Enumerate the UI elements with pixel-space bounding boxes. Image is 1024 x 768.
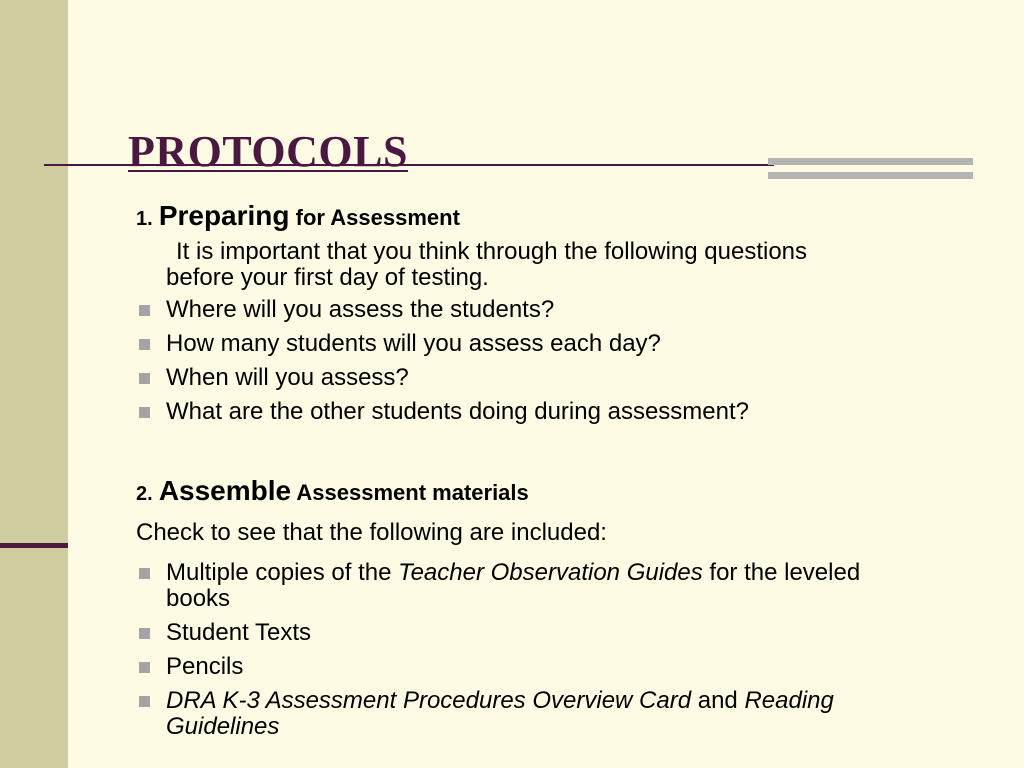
left-decorative-band	[0, 0, 68, 768]
section-2-rest: Assessment materials	[296, 480, 529, 505]
list-item-text: Multiple copies of the	[166, 559, 399, 586]
list-item	[136, 399, 876, 425]
section-2-list	[136, 560, 876, 740]
section-1-rest: for Assessment	[295, 205, 460, 230]
bullet-square-icon	[139, 662, 150, 673]
section-gap	[136, 433, 876, 471]
bullet-square-icon	[139, 305, 150, 316]
section-1-heading	[136, 196, 876, 239]
list-item	[136, 365, 876, 391]
list-item-text: and	[691, 687, 745, 714]
section-2-heading	[136, 471, 876, 514]
section-2-intro: Check to see that the following are included:	[136, 519, 607, 546]
list-item	[136, 688, 876, 740]
list-item	[136, 331, 876, 357]
list-item-emphasis: DRA K-3 Assessment Procedures Overview Card	[166, 687, 692, 714]
list-item	[136, 620, 876, 646]
decorative-bar-top	[768, 158, 973, 165]
list-item-text: for the leveled books	[166, 559, 861, 612]
section-2-number: 2.	[136, 483, 153, 505]
list-item-emphasis: Reading Guidelines	[166, 687, 834, 740]
list-item-text: Where will you assess the students?	[166, 296, 555, 323]
list-item	[136, 297, 876, 323]
section-1-intro-text: It is important that you think through the following questions before your first day of testing.	[166, 238, 808, 291]
list-item-text: Student Texts	[166, 619, 311, 646]
list-item-text: What are the other students doing during assessment?	[166, 398, 750, 425]
slide-body	[136, 196, 876, 748]
section-1-number: 1.	[136, 208, 153, 230]
list-item	[136, 560, 876, 612]
section-1-list	[136, 297, 876, 425]
bullet-square-icon	[139, 628, 150, 639]
bullet-square-icon	[139, 339, 150, 350]
list-item	[136, 654, 876, 680]
section-2-lead: Assemble	[158, 475, 292, 506]
bullet-square-icon	[139, 373, 150, 384]
section-1-lead: Preparing	[158, 200, 290, 231]
list-item-text: Pencils	[166, 653, 244, 680]
slide-title: PROTOCOLS	[128, 127, 408, 176]
bullet-square-icon	[139, 568, 150, 579]
bullet-square-icon	[139, 407, 150, 418]
list-item-emphasis: Teacher Observation Guides	[398, 559, 703, 586]
list-item-text: How many students will you assess each day?	[166, 330, 661, 357]
decorative-bar-bottom	[768, 172, 973, 179]
section-1-intro	[166, 239, 876, 291]
left-accent-bar	[0, 543, 68, 548]
list-item-text: When will you assess?	[166, 364, 409, 391]
bullet-square-icon	[139, 696, 150, 707]
